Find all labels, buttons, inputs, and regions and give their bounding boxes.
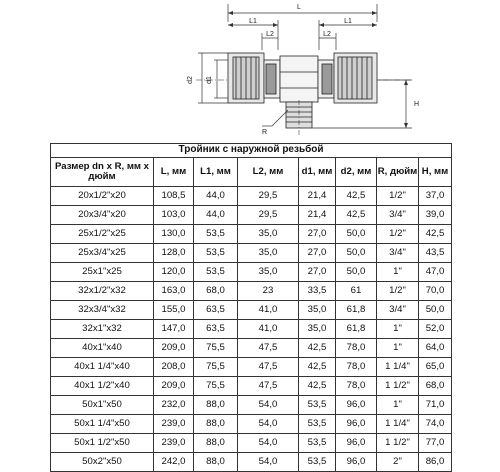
table-cell: 1/2" <box>377 282 419 301</box>
table-cell: 42,5 <box>299 358 336 377</box>
table-cell: 209,0 <box>154 377 194 396</box>
table-cell: 88,0 <box>194 453 238 472</box>
label-L1-left: L1 <box>249 18 257 25</box>
label-H: H <box>414 101 420 108</box>
table-cell: 33,5 <box>299 282 336 301</box>
label-L2-right: L2 <box>323 31 331 38</box>
table-cell: 42,5 <box>419 225 452 244</box>
column-header: Размер dn x R, мм х дюйм <box>51 158 154 187</box>
table-cell: 75,5 <box>194 339 238 358</box>
column-header: L2, мм <box>238 158 299 187</box>
table-cell: 39,0 <box>419 206 452 225</box>
table-cell: 63,5 <box>194 320 238 339</box>
table-cell: 61,8 <box>336 320 377 339</box>
table-cell: 1 1/2" <box>377 434 419 453</box>
column-header: d1, мм <box>299 158 336 187</box>
table-cell: 86,0 <box>419 453 452 472</box>
table-cell: 40x1"x40 <box>51 339 154 358</box>
table-row <box>51 377 452 396</box>
table-cell: 29,5 <box>238 206 299 225</box>
table-cell: 40x1 1/2"x40 <box>51 377 154 396</box>
table-cell: 53,5 <box>194 225 238 244</box>
table-cell: 41,0 <box>238 320 299 339</box>
label-L2-left: L2 <box>266 31 274 38</box>
label-R: R <box>262 129 268 136</box>
table-cell: 120,0 <box>154 263 194 282</box>
table-cell: 74,0 <box>419 415 452 434</box>
table-row <box>51 225 452 244</box>
dim-d <box>198 53 228 103</box>
table-cell: 53,5 <box>194 263 238 282</box>
table-cell: 53,5 <box>299 453 336 472</box>
table-row <box>51 415 452 434</box>
table-cell: 61 <box>336 282 377 301</box>
table-cell: 54,0 <box>238 434 299 453</box>
table-cell: 50x1 1/4"x50 <box>51 415 154 434</box>
label-d1: d1 <box>206 76 213 84</box>
table-cell: 25x1/2"x25 <box>51 225 154 244</box>
table-cell: 47,5 <box>238 377 299 396</box>
table-cell: 128,0 <box>154 244 194 263</box>
table-cell: 21,4 <box>299 187 336 206</box>
table-cell: 1" <box>377 396 419 415</box>
table-row <box>51 263 452 282</box>
table-body <box>51 187 452 472</box>
table-cell: 42,5 <box>336 187 377 206</box>
table-cell: 64,0 <box>419 339 452 358</box>
table-cell: 50,0 <box>336 263 377 282</box>
table-row <box>51 187 452 206</box>
table-cell: 103,0 <box>154 206 194 225</box>
table-cell: 65,0 <box>419 358 452 377</box>
table-cell: 232,0 <box>154 396 194 415</box>
table-cell: 35,0 <box>238 225 299 244</box>
table-cell: 96,0 <box>336 453 377 472</box>
table-cell: 88,0 <box>194 434 238 453</box>
table-cell: 96,0 <box>336 434 377 453</box>
table-row <box>51 339 452 358</box>
table-cell: 1 1/4" <box>377 415 419 434</box>
table-cell: 40x1 1/4"x40 <box>51 358 154 377</box>
column-header: H, мм <box>419 158 452 187</box>
column-header: L, мм <box>154 158 194 187</box>
table-cell: 130,0 <box>154 225 194 244</box>
table-cell: 3/4" <box>377 244 419 263</box>
table-cell: 20x1/2"x20 <box>51 187 154 206</box>
tee-body <box>196 53 410 136</box>
table-cell: 88,0 <box>194 415 238 434</box>
table-cell: 20x3/4"x20 <box>51 206 154 225</box>
table-cell: 27,0 <box>299 225 336 244</box>
table-cell: 43,5 <box>419 244 452 263</box>
table-cell: 47,5 <box>238 358 299 377</box>
table-cell: 53,5 <box>194 244 238 263</box>
table-cell: 1/2" <box>377 225 419 244</box>
table-cell: 208,0 <box>154 358 194 377</box>
table-title: Тройник с наружной резьбой <box>51 144 452 158</box>
table-cell: 44,0 <box>194 206 238 225</box>
table-cell: 35,0 <box>299 320 336 339</box>
table-cell: 78,0 <box>336 358 377 377</box>
column-header: d2, мм <box>336 158 377 187</box>
table-cell: 61,8 <box>336 301 377 320</box>
table-cell: 50x1"x50 <box>51 396 154 415</box>
label-L: L <box>297 4 301 11</box>
table-cell: 54,0 <box>238 396 299 415</box>
label-L1-right: L1 <box>344 18 352 25</box>
table-cell: 54,0 <box>238 453 299 472</box>
table-cell: 54,0 <box>238 415 299 434</box>
table-cell: 1" <box>377 263 419 282</box>
table-cell: 47,0 <box>419 263 452 282</box>
table-cell: 1/2" <box>377 187 419 206</box>
table-cell: 3/4" <box>377 301 419 320</box>
table-cell: 44,0 <box>194 187 238 206</box>
table-cell: 242,0 <box>154 453 194 472</box>
column-header: R, дюйм <box>377 158 419 187</box>
table-cell: 42,5 <box>299 339 336 358</box>
table-row <box>51 301 452 320</box>
table-cell: 1 1/4" <box>377 358 419 377</box>
table-cell: 53,5 <box>299 396 336 415</box>
table-cell: 96,0 <box>336 396 377 415</box>
table-cell: 50x2"x50 <box>51 453 154 472</box>
table-row <box>51 282 452 301</box>
table-cell: 32x3/4"x32 <box>51 301 154 320</box>
table-cell: 1" <box>377 320 419 339</box>
table-row <box>51 396 452 415</box>
table-cell: 53,5 <box>299 434 336 453</box>
table-cell: 50,0 <box>336 244 377 263</box>
table-cell: 71,0 <box>419 396 452 415</box>
tee-fitting-drawing <box>0 0 500 140</box>
table-cell: 32x1/2"x32 <box>51 282 154 301</box>
table-cell: 27,0 <box>299 263 336 282</box>
table-cell: 35,0 <box>238 244 299 263</box>
table-row <box>51 320 452 339</box>
label-d2: d2 <box>187 76 194 84</box>
table-row <box>51 453 452 472</box>
table-cell: 78,0 <box>336 339 377 358</box>
table-cell: 53,5 <box>299 415 336 434</box>
table-cell: 2" <box>377 453 419 472</box>
table-cell: 25x3/4"x25 <box>51 244 154 263</box>
table-cell: 68,0 <box>194 282 238 301</box>
table-cell: 29,5 <box>238 187 299 206</box>
table-cell: 75,5 <box>194 358 238 377</box>
table-cell: 21,4 <box>299 206 336 225</box>
table-row <box>51 244 452 263</box>
table-cell: 239,0 <box>154 415 194 434</box>
dim-R <box>262 110 288 126</box>
table-row <box>51 206 452 225</box>
table-cell: 42,5 <box>299 377 336 396</box>
table-cell: 96,0 <box>336 415 377 434</box>
table-cell: 42,5 <box>336 206 377 225</box>
table-cell: 75,5 <box>194 377 238 396</box>
table-cell: 37,0 <box>419 187 452 206</box>
table-cell: 209,0 <box>154 339 194 358</box>
table-cell: 3/4" <box>377 206 419 225</box>
table-cell: 70,0 <box>419 282 452 301</box>
table-cell: 88,0 <box>194 396 238 415</box>
table-header-row <box>51 158 452 187</box>
table-cell: 52,0 <box>419 320 452 339</box>
table-cell: 25x1"x25 <box>51 263 154 282</box>
table-cell: 239,0 <box>154 434 194 453</box>
table-cell: 1 1/2" <box>377 377 419 396</box>
table-cell: 78,0 <box>336 377 377 396</box>
table-cell: 1" <box>377 339 419 358</box>
table-cell: 41,0 <box>238 301 299 320</box>
table-cell: 163,0 <box>154 282 194 301</box>
table-cell: 147,0 <box>154 320 194 339</box>
table-row <box>51 358 452 377</box>
table-cell: 32x1"x32 <box>51 320 154 339</box>
spec-table <box>50 143 452 472</box>
table-cell: 77,0 <box>419 434 452 453</box>
table-cell: 47,5 <box>238 339 299 358</box>
table-cell: 50x1 1/2"x50 <box>51 434 154 453</box>
column-header: L1, мм <box>194 158 238 187</box>
table-cell: 23 <box>238 282 299 301</box>
table-cell: 63,5 <box>194 301 238 320</box>
table-cell: 50,0 <box>419 301 452 320</box>
table-cell: 68,0 <box>419 377 452 396</box>
table-cell: 155,0 <box>154 301 194 320</box>
table-cell: 108,5 <box>154 187 194 206</box>
table-cell: 35,0 <box>238 263 299 282</box>
table-cell: 35,0 <box>299 301 336 320</box>
table-cell: 50,0 <box>336 225 377 244</box>
table-cell: 27,0 <box>299 244 336 263</box>
